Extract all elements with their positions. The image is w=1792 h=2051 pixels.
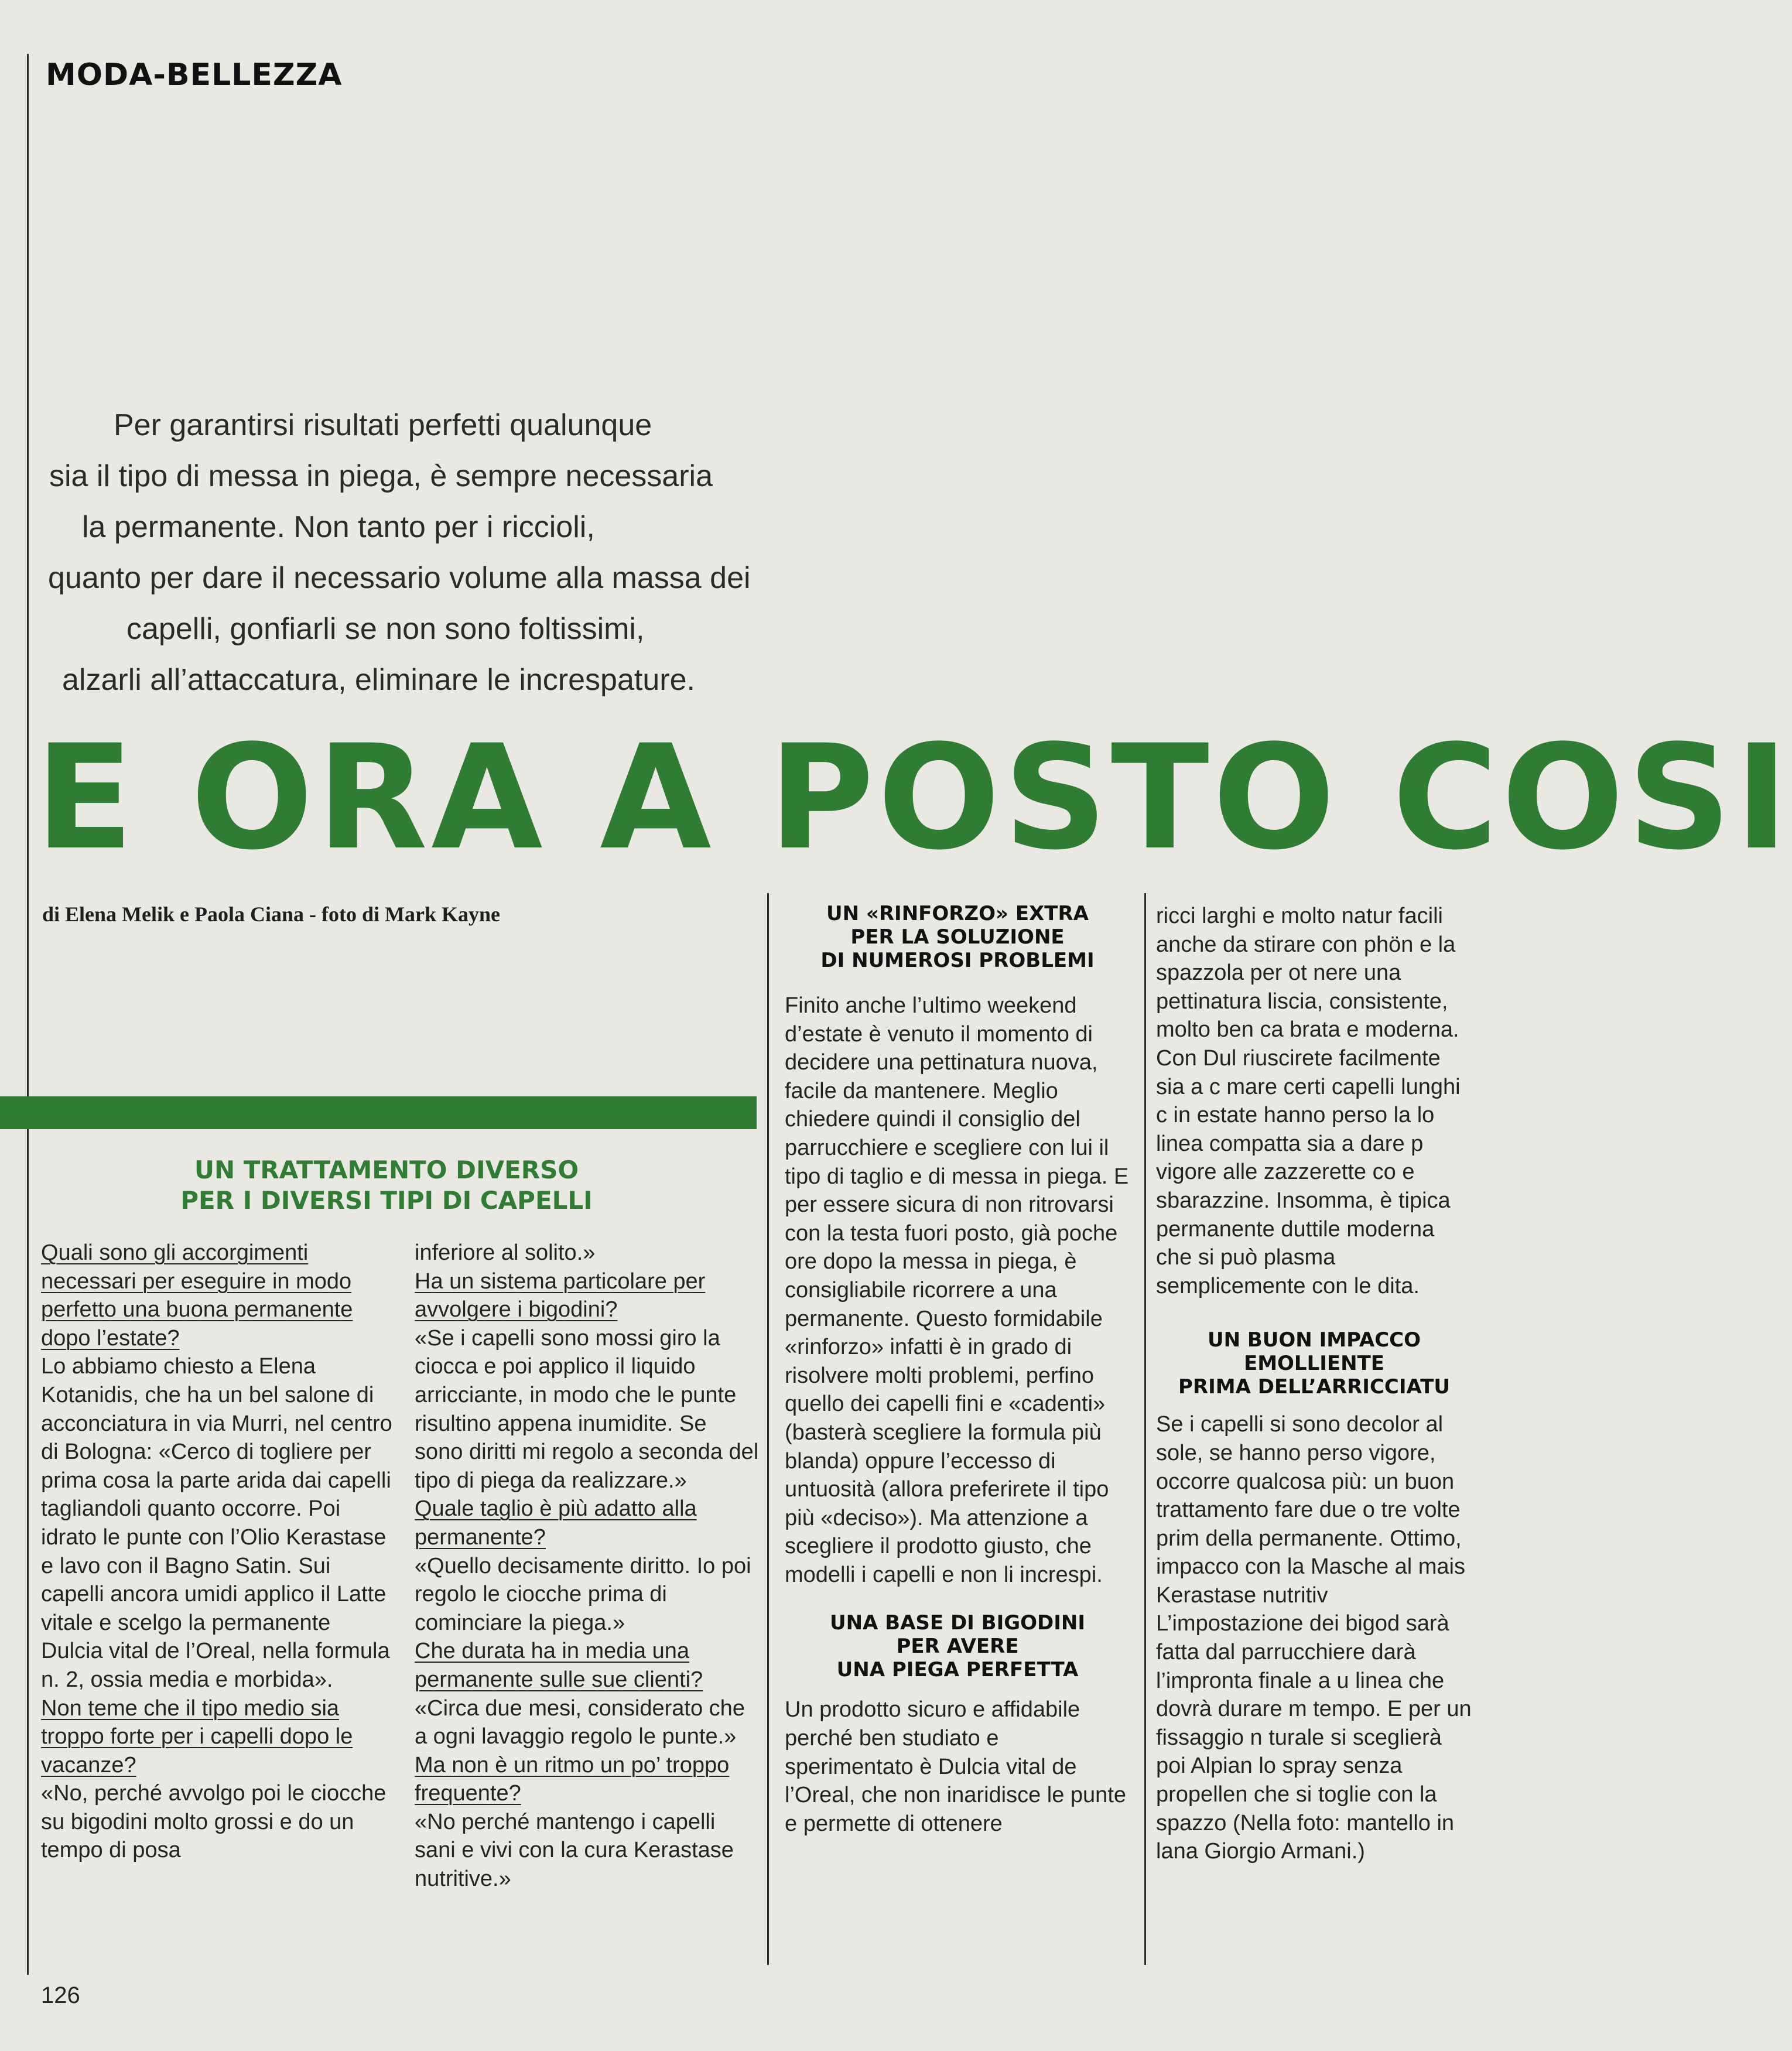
headline: E ORA A POSTO COSI (35, 715, 1792, 882)
intro-line: capelli, gonfiarli se non sono foltissimi, (126, 612, 645, 646)
column-rule (1144, 893, 1146, 1965)
green-divider-bar (0, 1096, 757, 1129)
subheading-bigodini: UNA BASE DI BIGODINI PER AVERE UNA PIEGA PERFETTA (829, 1611, 1086, 1682)
subheading-impacco: UN BUON IMPACCO EMOLLIENTE PRIMA DELL’ARRICCIATU (1178, 1328, 1450, 1399)
interview-answer: «Circa due mesi, considerato che a ogni lavaggio regolo le punte.» (415, 1696, 745, 1749)
intro-line: alzarli all’attaccatura, eliminare le increspature. (62, 663, 695, 697)
article-column-3 (785, 992, 1130, 1838)
interview-question: Non teme che il tipo medio sia troppo forte per i capelli dopo le vacanze? (41, 1696, 353, 1777)
interview-question: Quale taglio è più adatto alla permanente? (415, 1496, 697, 1550)
column-rule (767, 893, 769, 1965)
article-column-1 (41, 1239, 392, 1865)
section-label: MODA-BELLEZZA (46, 57, 343, 93)
page-number: 126 (41, 1982, 80, 2008)
intro-line: quanto per dare il necessario volume alla massa dei (48, 561, 751, 595)
intro-line: Per garantirsi risultati perfetti qualunque (114, 408, 652, 442)
interview-answer: inferiore al solito.» (415, 1240, 596, 1265)
intro-line: la permanente. Non tanto per i riccioli, (82, 510, 595, 544)
subheading-trattamento: UN TRATTAMENTO DIVERSO PER I DIVERSI TIPI DI CAPELLI (180, 1156, 593, 1215)
intro-line: sia il tipo di messa in piega, è sempre necessaria (49, 459, 713, 493)
article-column-2 (415, 1239, 760, 1893)
body-paragraph: ricci larghi e molto natur facili anche da stirare con phön e la spazzola per ot nere una pettinatura liscia, consistente, molto ben ca brata e moderna. Con Dul riuscirete facilmente sia a c mare certi capelli lunghi c in estate hanno perso la lo linea compatta sia a dare p vigore alle zazzerette co e sbarazzine. Insomma, è tipica permanente duttile moderna che si può plasma semplicemente con le dita. (1156, 904, 1461, 1298)
byline: di Elena Melik e Paola Ciana - foto di Mark Kayne (42, 903, 500, 926)
article-column-4 (1156, 902, 1472, 1866)
body-paragraph: Se i capelli si sono decolor al sole, se hanno perso vigore, occorre qualcosa più: un buon trattamento fare due o tre volte prim della permanente. Ottimo, impacco con la Masche al mais Kerastase nutritiv L’impostazione dei bigod sarà fatta dal parrucchiere darà l’impronta finale a u linea che dovrà durare m tempo. E per un fissaggio n turale si sceglierà poi Alpian lo spray senza propellen che si toglie con la spazzo (Nella foto: mantello in lana Giorgio Armani.) (1156, 1412, 1472, 1864)
interview-question: Che durata ha in media una permanente sulle sue clienti? (415, 1639, 703, 1692)
interview-answer: «Se i capelli sono mossi giro la ciocca e poi applico il liquido arricciante, in modo che le punte risultino appena inumidite. Se sono diritti mi regolo a seconda del tipo di piega da realizzare.» (415, 1325, 759, 1493)
interview-question: Quali sono gli accorgimenti necessari per eseguire in modo perfetto una buona permanente dopo l’estate? (41, 1240, 353, 1351)
interview-answer: «No perché mantengo i capelli sani e vivi con la cura Kerastase nutritive.» (415, 1809, 734, 1892)
interview-answer: «No, perché avvolgo poi le ciocche su bigodini molto grossi e do un tempo di posa (41, 1781, 387, 1863)
subheading-rinforzo: UN «RINFORZO» EXTRA PER LA SOLUZIONE DI NUMEROSI PROBLEMI (820, 902, 1095, 972)
interview-answer: Lo abbiamo chiesto a Elena Kotanidis, che ha un bel salone di acconciatura in via Murri, nel centro di Bologna: «Cerco di togliere per prima cosa la parte arida dai capelli tagliandoli quanto occorre. Poi idrato le punte con l’Olio Kerastase e lavo con il Bagno Satin. Sui capelli ancora umidi applico il Latte vitale e scelgo la permanente Dulcia vital de l’Oreal, nella formula n. 2, ossia media e morbida». (41, 1354, 392, 1692)
interview-question: Ma non è un ritmo un po’ troppo frequente? (415, 1752, 730, 1806)
body-paragraph: Un prodotto sicuro e affidabile perché ben studiato e sperimentato è Dulcia vital de l’Oreal, che non inaridisce le punte e permette di ottenere (785, 1697, 1127, 1836)
left-margin-rule (27, 54, 29, 1975)
interview-answer: «Quello decisamente diritto. Io poi regolo le ciocche prima di cominciare la piega.» (415, 1553, 751, 1635)
interview-question: Ha un sistema particolare per avvolgere i bigodini? (415, 1269, 706, 1322)
body-paragraph: Finito anche l’ultimo weekend d’estate è venuto il momento di decidere una pettinatura nuova, facile da mantenere. Meglio chiedere quindi il consiglio del parrucchiere e scegliere con lui il tipo di taglio e di messa in piega. E per essere sicura di non ritrovarsi con la testa fuori posto, già poche ore dopo la messa in piega, è consigliabile ricorrere a una permanente. Questo formidabile «rinforzo» infatti è in grado di risolvere molti problemi, perfino quello dei capelli fini e «cadenti» (basterà scegliere la formula più blanda) oppure l’eccesso di untuosità (allora preferirete il tipo più «deciso»). Ma attenzione a scegliere il prodotto giusto, che modelli i capelli e non li increspi. (785, 993, 1129, 1587)
